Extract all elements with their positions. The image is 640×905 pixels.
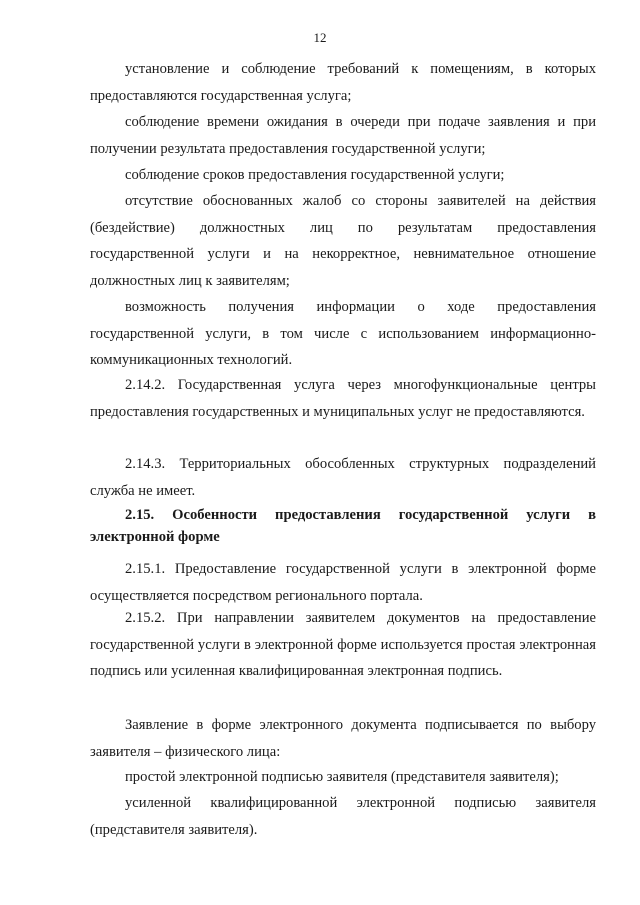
paragraph-waiting-time: соблюдение времени ожидания в очереди при подаче заявления и при получении результата предоставления государственной услуги;: [90, 114, 596, 157]
paragraph-qualified-signature: усиленной квалифицированной электронной подписью заявителя (представителя заявителя).: [90, 795, 596, 838]
paragraph-simple-signature: простой электронной подписью заявителя (представителя заявителя);: [125, 769, 559, 785]
paragraph-information-access: возможность получения информации о ходе предоставления государственной услуги, в том числе с использованием информационно-коммуникационных технологий.: [90, 299, 596, 368]
paragraph-2-15-1: 2.15.1. Предоставление государственной услуги в электронной форме осуществляется посредством регионального портала.: [90, 561, 596, 604]
paragraph-premises: установление и соблюдение требований к помещениям, в которых предоставляются государственная услуга;: [90, 61, 596, 104]
paragraph-2-15-2: 2.15.2. При направлении заявителем документов на предоставление государственной услуги в электронной форме используется простая электронная подпись или усиленная квалифицированная электронная подпись.: [90, 610, 596, 679]
paragraph-complaints: отсутствие обоснованных жалоб со стороны заявителей на действия (бездействие) должностных лиц по результатам предоставления государственной услуги и на некорректное, невнимательное отношение должностных лиц к заявителям;: [90, 193, 596, 289]
paragraph-2-14-2: 2.14.2. Государственная услуга через многофункциональные центры предоставления государственных и муниципальных услуг не предоставляются.: [90, 377, 596, 420]
paragraph-deadlines: соблюдение сроков предоставления государственной услуги;: [125, 167, 505, 183]
section-heading-2-15: 2.15. Особенности предоставления государственной услуги в электронной форме: [90, 507, 596, 545]
paragraph-2-14-3: 2.14.3. Территориальных обособленных структурных подразделений служба не имеет.: [90, 456, 596, 499]
page-number: 12: [313, 30, 327, 45]
paragraph-application-signature: Заявление в форме электронного документа подписывается по выбору заявителя – физического лица:: [90, 717, 596, 760]
